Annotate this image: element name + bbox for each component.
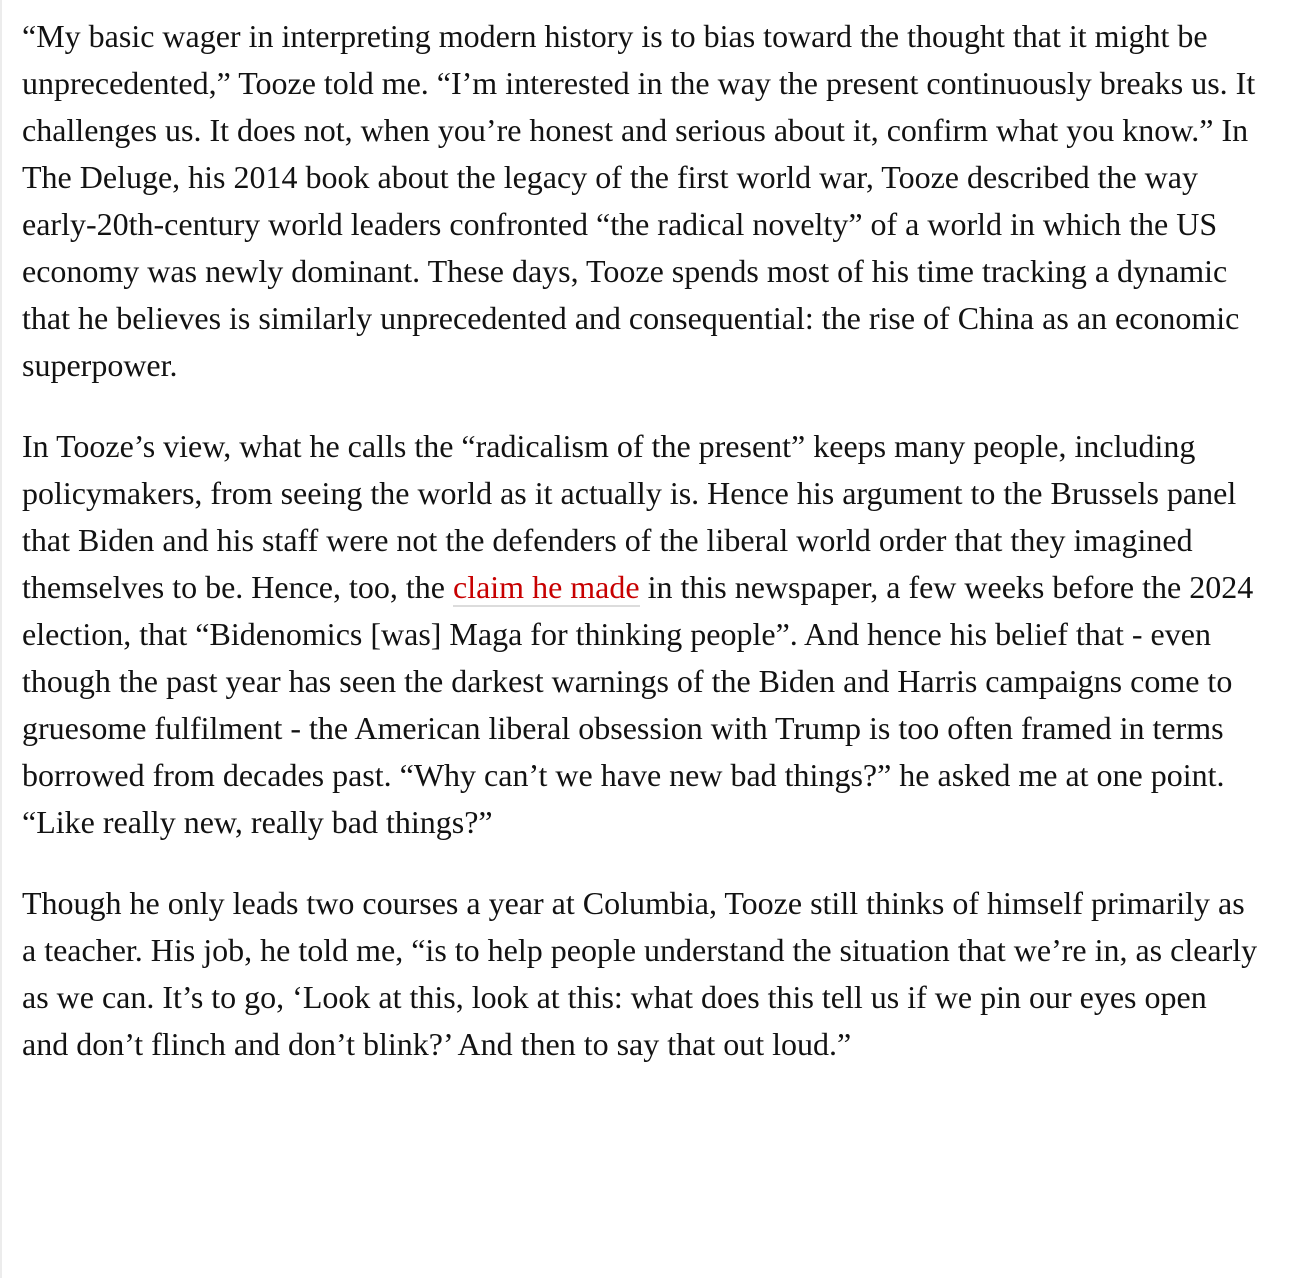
paragraph [22, 423, 1260, 846]
paragraph-text: In Tooze’s view, what he calls the “radicalism of the present” keeps many people, including policymakers, from seeing the world as it actually is. Hence his argument to the Brussels panel that Biden and his staff were not the defenders of the liberal world order that they imagined themselves to be. Hence, too, the [22, 428, 1237, 605]
article-body [2, 0, 1302, 1078]
paragraph-text: “My basic wager in interpreting modern history is to bias toward the thought that it might be unprecedented,” Tooze told me. “I’m interested in the way the present continuously breaks us. It challenges us. It does not, when you’re honest and serious about it, confirm what you know.” In The Deluge, his 2014 book about the legacy of the first world war, Tooze described the way early-20th-century world leaders confronted “the radical novelty” of a world in which the US economy was newly dominant. These days, Tooze spends most of his time tracking a dynamic that he believes is similarly unprecedented and consequential: the rise of China as an economic superpower. [22, 18, 1256, 383]
paragraph-text: in this newspaper, a few weeks before the 2024 election, that “Bidenomics [was] Maga for thinking people”. And hence his belief that - even though the past year has seen the darkest warnings of the Biden and Harris campaigns come to gruesome fulfilment - the American liberal obsession with Trump is too often framed in terms borrowed from decades past. “Why can’t we have new bad things?” he asked me at one point. “Like really new, really bad things?” [22, 569, 1254, 840]
paragraph-text: Though he only leads two courses a year at Columbia, Tooze still thinks of himself primarily as a teacher. His job, he told me, “is to help people understand the situation that we’re in, as clearly as we can. It’s to go, ‘Look at this, look at this: what does this tell us if we pin our eyes open and don’t flinch and don’t blink?’ And then to say that out loud.” [22, 885, 1258, 1062]
paragraph [22, 880, 1260, 1068]
inline-link[interactable]: claim he made [452, 569, 640, 605]
paragraph [22, 13, 1260, 389]
